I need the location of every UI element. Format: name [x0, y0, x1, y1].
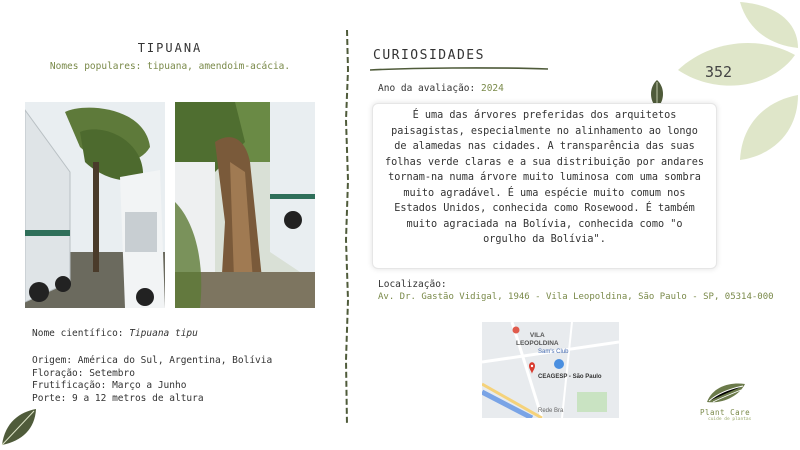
map-place: CEAGESP - São Paulo [538, 374, 602, 380]
scientific-name: Tipuana tipu [129, 328, 198, 339]
scientific-label: Nome científico: [32, 328, 130, 339]
tree-photo-1 [25, 102, 165, 308]
popular-names: Nomes populares: tipuana, amendoim-acácia. [49, 61, 291, 72]
origin-text: Origem: América do Sul, Argentina, Bolívia [32, 355, 273, 366]
description-box [372, 103, 717, 269]
vertical-divider [343, 30, 351, 425]
size-text: Porte: 9 a 12 metros de altura [32, 392, 204, 404]
address-text: Av. Dr. Gastão Vidigal, 1946 - Vila Leopoldina, São Paulo - SP, 05314-000 [378, 292, 774, 302]
tree-title: TIPUANA [137, 41, 203, 55]
brand-name: Plant Care [700, 408, 751, 417]
tree-photo-2 [175, 102, 315, 308]
scientific-name-line [32, 328, 198, 341]
year-label: Ano da avaliação: [378, 83, 476, 94]
map-store: Sam's Club [538, 349, 569, 355]
fruiting-text: Frutificação: Março a Junho [32, 380, 187, 391]
title-underline [370, 66, 550, 72]
map-partial-label: Rede Bra [538, 408, 564, 414]
flowering-text: Floração: Setembro [32, 367, 135, 379]
small-leaf-icon [0, 407, 40, 447]
tree-details [32, 355, 272, 405]
description-text: É uma das árvores preferidas dos arquitetos paisagistas, especialmente no alinhamento ao longo de alamedas nas cidades. A transparência das suas folhas verde claras e a sua distribuição por andares tornam-na numa árvore muito luminosa com uma sombra muito agradável. É uma espécie muito comum nos Estados Unidos, conhecida como Rosewood. É também muito agraciada na Bolívia, conhecida como "o orgulho da Bolívia". [385, 110, 704, 245]
brand-tagline: cuide de plantas [708, 417, 752, 422]
year-value: 2024 [480, 83, 504, 94]
page-number: 352 [705, 63, 733, 81]
evaluation-year [378, 83, 504, 94]
location-label: Localização: [378, 279, 447, 290]
plant-care-logo-icon [703, 380, 747, 406]
section-title: CURIOSIDADES [373, 48, 485, 63]
location-map[interactable] [482, 322, 619, 418]
map-district: VILA LEOPOLDINA [516, 332, 559, 347]
